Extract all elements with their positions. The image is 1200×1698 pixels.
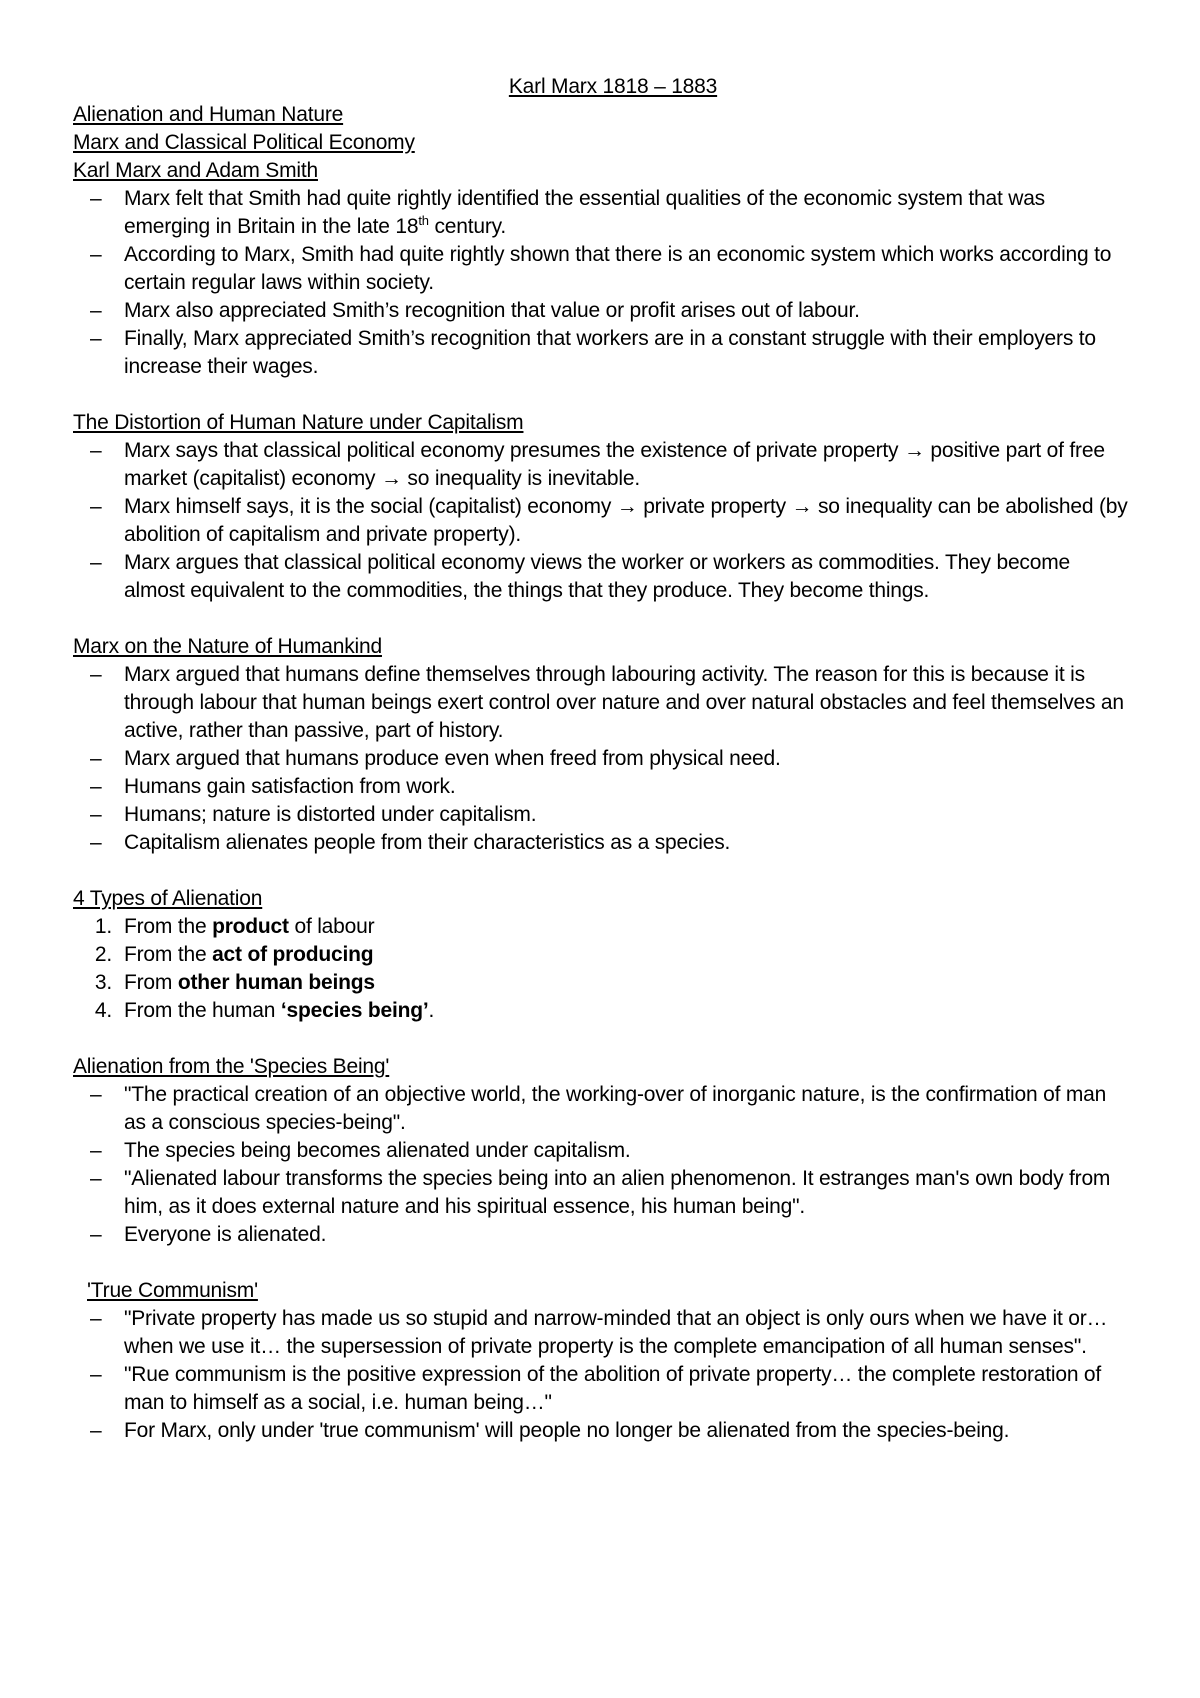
dash-bullet: –	[90, 1223, 102, 1246]
dash-bullet: –	[90, 1307, 102, 1330]
list-item	[73, 549, 1133, 605]
dash-bullet: –	[90, 775, 102, 798]
list-item	[73, 969, 1133, 997]
item-text-end: of labour	[288, 915, 375, 938]
list-item	[73, 1417, 1133, 1445]
list-number: 3.	[94, 971, 112, 994]
item-text: Humans gain satisfaction from work.	[124, 775, 456, 798]
list-number: 1.	[94, 915, 112, 938]
dash-bullet: –	[90, 551, 102, 574]
heading-alienation-human-nature: Alienation and Human Nature	[73, 103, 344, 126]
item-text: "Private property has made us so stupid and narrow-minded that an object is only ours when we have it or… when we use it… the supersession of private property is the complete emancipation of all human senses".	[124, 1307, 1108, 1358]
item-text: From the human	[124, 999, 281, 1022]
list-item	[73, 1305, 1133, 1361]
list-item	[73, 1221, 1133, 1249]
item-text: From the	[124, 915, 213, 938]
item-text: Finally, Marx appreciated Smith’s recognition that workers are in a constant struggle with their employers to increase their wages.	[124, 327, 1096, 378]
item-text: For Marx, only under 'true communism' will people no longer be alienated from the species-being.	[124, 1419, 1010, 1442]
item-text: Marx argued that humans define themselves through labouring activity. The reason for this is because it is through labour that human beings exert control over nature and over natural obstacles and feel themselves an active, rather than passive, part of history.	[124, 663, 1124, 742]
item-text-end: .	[428, 999, 435, 1022]
item-text: Capitalism alienates people from their characteristics as a species.	[124, 831, 731, 854]
list-item	[73, 437, 1133, 493]
heading-nature-of-humankind: Marx on the Nature of Humankind	[73, 635, 382, 658]
list-marx-smith	[73, 185, 1133, 381]
item-text: Marx also appreciated Smith’s recognition that value or profit arises out of labour.	[124, 299, 860, 322]
item-text: Marx says that classical political economy presumes the existence of private property → positive part of free market (capitalist) economy → so inequality is inevitable.	[124, 439, 1105, 490]
list-number: 4.	[94, 999, 112, 1022]
list-item	[73, 325, 1133, 381]
heading-species-being: Alienation from the 'Species Being'	[73, 1055, 390, 1078]
item-text: Marx argued that humans produce even when freed from physical need.	[124, 747, 781, 770]
list-item	[73, 773, 1133, 801]
list-item	[73, 1361, 1133, 1417]
dash-bullet: –	[90, 1083, 102, 1106]
spacer	[73, 1025, 1133, 1053]
dash-bullet: –	[90, 495, 102, 518]
list-item	[73, 829, 1133, 857]
list-humankind	[73, 661, 1133, 857]
list-item	[73, 1137, 1133, 1165]
superscript: th	[418, 213, 429, 228]
dash-bullet: –	[90, 1363, 102, 1386]
list-item	[73, 661, 1133, 745]
list-item	[73, 745, 1133, 773]
document-body	[73, 73, 1133, 1445]
item-text: Marx himself says, it is the social (capitalist) economy → private property → so inequality can be abolished (by abolition of capitalism and private property).	[124, 495, 1128, 546]
dash-bullet: –	[90, 831, 102, 854]
item-bold: product	[212, 915, 289, 938]
item-text: According to Marx, Smith had quite rightly shown that there is an economic system which works according to certain regular laws within society.	[124, 243, 1112, 294]
item-bold: act of producing	[212, 943, 374, 966]
item-bold: other human beings	[177, 971, 375, 994]
item-text: "Alienated labour transforms the species being into an alien phenomenon. It estranges man's own body from him, as it does external nature and his spiritual essence, his human being".	[124, 1167, 1111, 1218]
list-item	[73, 801, 1133, 829]
heading-types-of-alienation: 4 Types of Alienation	[73, 887, 263, 910]
heading-distortion-human-nature: The Distortion of Human Nature under Capitalism	[73, 411, 524, 434]
heading-marx-classical-political-economy: Marx and Classical Political Economy	[73, 131, 415, 154]
item-text: The species being becomes alienated under capitalism.	[124, 1139, 631, 1162]
list-number: 2.	[94, 943, 112, 966]
heading-marx-and-smith: Karl Marx and Adam Smith	[73, 159, 318, 182]
list-item	[73, 297, 1133, 325]
dash-bullet: –	[90, 803, 102, 826]
list-item	[73, 185, 1133, 241]
list-types-of-alienation	[73, 913, 1133, 1025]
list-species-being	[73, 1081, 1133, 1249]
list-item	[73, 493, 1133, 549]
dash-bullet: –	[90, 299, 102, 322]
list-item	[73, 1081, 1133, 1137]
list-item	[73, 997, 1133, 1025]
list-distortion	[73, 437, 1133, 605]
spacer	[73, 381, 1133, 409]
page-title: Karl Marx 1818 – 1883	[508, 75, 718, 98]
item-text: Marx argues that classical political economy views the worker or workers as commodities. They become almost equivalent to the commodities, the things that they produce. They become things.	[124, 551, 1070, 602]
dash-bullet: –	[90, 327, 102, 350]
spacer	[73, 1249, 1133, 1277]
dash-bullet: –	[90, 747, 102, 770]
dash-bullet: –	[90, 1139, 102, 1162]
list-true-communism	[73, 1305, 1133, 1445]
dash-bullet: –	[90, 439, 102, 462]
item-text-end: century.	[428, 215, 507, 238]
dash-bullet: –	[90, 243, 102, 266]
item-bold: ‘species being’	[280, 999, 429, 1022]
item-text: From	[124, 971, 178, 994]
dash-bullet: –	[90, 1167, 102, 1190]
spacer	[73, 857, 1133, 885]
list-item	[73, 941, 1133, 969]
list-item	[73, 241, 1133, 297]
item-text: "Rue communism is the positive expression of the abolition of private property… the complete restoration of man to himself as a social, i.e. human being…"	[124, 1363, 1102, 1414]
item-text: Humans; nature is distorted under capitalism.	[124, 803, 537, 826]
list-item	[73, 1165, 1133, 1221]
heading-true-communism: 'True Communism'	[87, 1279, 258, 1302]
list-item	[73, 913, 1133, 941]
item-text: From the	[124, 943, 213, 966]
dash-bullet: –	[90, 1419, 102, 1442]
spacer	[73, 605, 1133, 633]
item-text: Everyone is alienated.	[124, 1223, 327, 1246]
dash-bullet: –	[90, 187, 102, 210]
item-text: Marx felt that Smith had quite rightly identified the essential qualities of the economic system that was emerging in Britain in the late 18	[124, 187, 1045, 238]
item-text: "The practical creation of an objective world, the working-over of inorganic nature, is the confirmation of man as a conscious species-being".	[124, 1083, 1107, 1134]
dash-bullet: –	[90, 663, 102, 686]
